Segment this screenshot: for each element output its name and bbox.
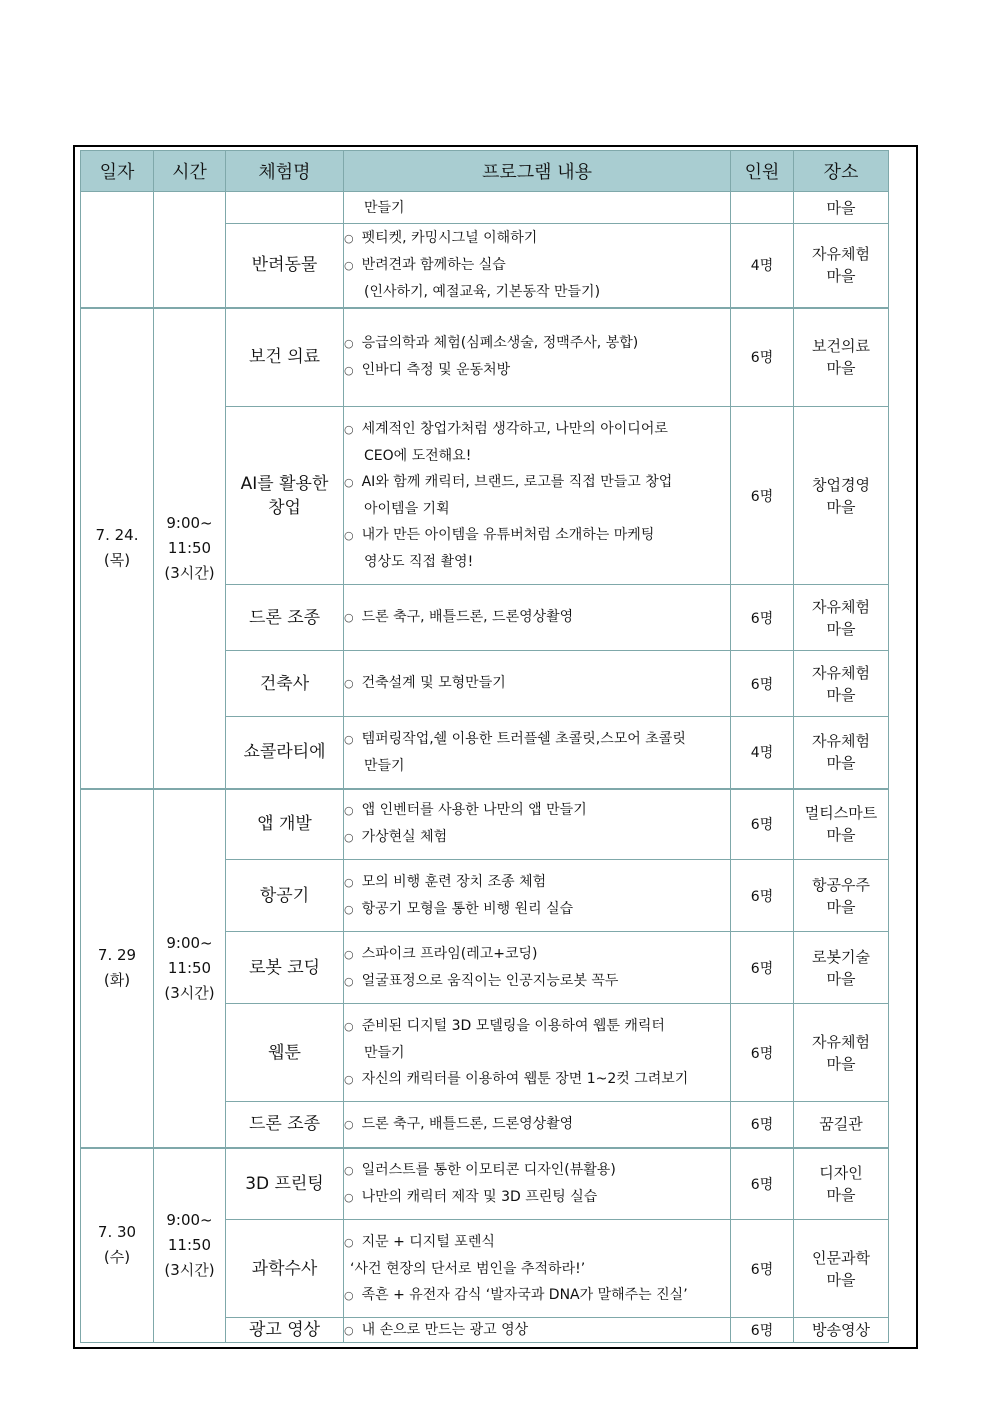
program-name: 쇼콜라티에	[226, 717, 344, 789]
bullet-icon: ○	[344, 1072, 354, 1086]
place-line: 자유체험	[812, 732, 870, 751]
count-cell: 6명	[731, 860, 794, 932]
program-name: 드론 조종	[226, 1102, 344, 1148]
name-cell-empty	[226, 192, 344, 224]
count-cell: 6명	[731, 789, 794, 860]
date-cell-empty	[81, 192, 154, 308]
content-line: 자신의 캐릭터를 이용하여 웹툰 장면 1~2컷 그려보기	[361, 1070, 689, 1087]
place-cell	[794, 717, 889, 789]
table-row	[81, 1148, 889, 1220]
bullet-icon: ○	[344, 611, 354, 624]
content-line: 스파이크 프라임(레고+코딩)	[361, 945, 538, 962]
time-cell	[154, 308, 226, 789]
content-line: AI와 함께 캐릭터, 브랜드, 로고를 직접 만들고 창업	[361, 474, 673, 490]
date-line: 7. 29	[97, 946, 137, 964]
bullet-icon: ○	[344, 1117, 354, 1131]
content-cell	[344, 1148, 731, 1220]
content-cell	[344, 932, 731, 1004]
bullet-icon: ○	[344, 902, 354, 916]
program-name: 웹툰	[226, 1004, 344, 1102]
bullet-icon: ○	[344, 1235, 354, 1249]
content-cell	[344, 789, 731, 860]
content-line: 응급의학과 체험(심폐소생술, 정맥주사, 봉합)	[361, 335, 639, 352]
time-duration: (3시간)	[164, 1260, 215, 1279]
header-count: 인원	[731, 151, 794, 192]
place-line: 마을	[826, 1270, 856, 1289]
count-cell: 6명	[731, 932, 794, 1004]
time-cell-empty	[154, 192, 226, 308]
place-line: 멀티스마트	[804, 804, 878, 823]
place-line: 로봇기술	[812, 947, 870, 966]
bullet-icon: ○	[344, 947, 354, 961]
table-row	[81, 192, 889, 224]
count-cell: 6명	[731, 651, 794, 717]
content-line: 만들기	[364, 199, 405, 216]
weekday: (화)	[103, 971, 131, 989]
content-line: 내가 만든 아이템을 유튜버처럼 소개하는 마케팅	[361, 527, 655, 543]
content-line: 템퍼링작업,쉘 이용한 트러플쉘 초콜릿,스모어 초콜릿	[361, 730, 686, 747]
header-row	[81, 151, 889, 192]
content-line: 세계적인 창업가처럼 생각하고, 나만의 아이디어로	[361, 421, 668, 437]
content-line: 모의 비행 훈련 장치 조종 체험	[361, 873, 547, 890]
weekday: (수)	[103, 1248, 131, 1267]
content-line: 드론 축구, 배틀드론, 드론영상촬영	[361, 609, 574, 625]
content-cell	[344, 407, 731, 585]
place-cell	[794, 651, 889, 717]
content-line: 드론 축구, 배틀드론, 드론영상촬영	[361, 1115, 574, 1132]
program-name: 광고 영상	[226, 1318, 344, 1343]
time-end: 11:50	[167, 958, 212, 977]
count-cell: 6명	[731, 1148, 794, 1220]
bullet-icon: ○	[344, 423, 354, 436]
bullet-icon: ○	[344, 476, 354, 489]
date-cell	[81, 789, 154, 1148]
place-cell	[794, 1004, 889, 1102]
count-cell: 6명	[731, 1220, 794, 1318]
place-line: 인문과학	[812, 1248, 870, 1267]
bullet-icon: ○	[344, 677, 354, 690]
table-row	[81, 308, 889, 407]
count-cell: 4명	[731, 224, 794, 308]
place-cell	[794, 789, 889, 860]
place-line: 마을	[826, 619, 856, 638]
content-cell	[344, 1102, 731, 1148]
place-line: 마을	[826, 754, 856, 773]
place-line: 항공우주	[812, 875, 870, 894]
place-line: 자유체험	[812, 597, 870, 616]
count-cell: 6명	[731, 407, 794, 585]
header-date: 일자	[81, 151, 154, 192]
place-line: 마을	[826, 497, 856, 516]
date-cell	[81, 308, 154, 789]
bullet-icon: ○	[344, 1019, 354, 1033]
content-line: 영상도 직접 촬영!	[364, 554, 474, 570]
place-cell	[794, 860, 889, 932]
place-line: 자유체험	[812, 1032, 870, 1051]
place-line: 마을	[826, 267, 856, 286]
content-line: 준비된 디지털 3D 모델링을 이용하여 웹툰 캐릭터	[361, 1017, 665, 1034]
place-cell	[794, 585, 889, 651]
bullet-icon: ○	[344, 974, 354, 988]
name-line: AI를 활용한	[240, 473, 329, 494]
header-time: 시간	[154, 151, 226, 192]
count-cell: 6명	[731, 1318, 794, 1343]
place-line: 마을	[826, 897, 856, 916]
place-line: 마을	[826, 359, 856, 378]
content-cell	[344, 1318, 731, 1343]
bullet-icon: ○	[344, 259, 354, 273]
date-line: 7. 30	[97, 1223, 137, 1242]
count-cell: 6명	[731, 308, 794, 407]
date-cell	[81, 1148, 154, 1343]
bullet-icon: ○	[344, 1288, 354, 1302]
place-line: 자유체험	[812, 245, 870, 264]
place-line: 자유체험	[812, 663, 870, 682]
date-line: 7. 24.	[95, 526, 139, 544]
bullet-icon: ○	[344, 529, 354, 542]
time-duration: (3시간)	[164, 983, 215, 1002]
content-line: 만들기	[364, 757, 405, 774]
place-line: 마을	[826, 969, 856, 988]
content-line: 나만의 캐릭터 제작 및 3D 프린팅 실습	[361, 1188, 598, 1205]
content-line: 지문 + 디지털 포렌식	[361, 1233, 495, 1250]
program-name: 반려동물	[226, 224, 344, 308]
count-cell: 6명	[731, 1004, 794, 1102]
bullet-icon: ○	[344, 1190, 354, 1204]
table-row	[81, 789, 889, 860]
bullet-icon: ○	[344, 875, 354, 889]
time-start: 9:00~	[166, 513, 213, 532]
time-end: 11:50	[167, 1235, 212, 1254]
program-name: 항공기	[226, 860, 344, 932]
place-line: 창업경영	[812, 475, 870, 494]
program-name: 드론 조종	[226, 585, 344, 651]
content-cell	[344, 1220, 731, 1318]
program-name: 건축사	[226, 651, 344, 717]
place-line: 마을	[826, 826, 856, 845]
bullet-icon: ○	[344, 232, 354, 246]
content-cell	[344, 192, 731, 224]
place-line: 마을	[826, 1185, 856, 1204]
content-line: 반려견과 함께하는 실습	[361, 257, 506, 274]
content-line: 건축설계 및 모형만들기	[361, 675, 506, 691]
place-line: 보건의료	[812, 337, 870, 356]
content-line: 일러스트를 통한 이모티콘 디자인(뷰활용)	[361, 1161, 616, 1178]
bullet-icon: ○	[344, 337, 354, 351]
bullet-icon: ○	[344, 804, 354, 818]
count-cell: 6명	[731, 585, 794, 651]
content-line: 만들기	[364, 1044, 405, 1061]
content-line: CEO에 도전해요!	[364, 448, 472, 464]
schedule-table	[80, 150, 889, 1343]
place-cell	[794, 1148, 889, 1220]
content-line: 앱 인벤터를 사용한 나만의 앱 만들기	[361, 802, 587, 819]
time-start: 9:00~	[166, 1210, 213, 1229]
header-content: 프로그램 내용	[344, 151, 731, 192]
time-duration: (3시간)	[164, 563, 215, 582]
program-name: 앱 개발	[226, 789, 344, 860]
place-cell	[794, 932, 889, 1004]
name-line: 창업	[268, 497, 301, 518]
bullet-icon: ○	[344, 1163, 354, 1177]
place-cell: 방송영상	[794, 1318, 889, 1343]
content-cell	[344, 860, 731, 932]
content-cell	[344, 651, 731, 717]
content-cell	[344, 585, 731, 651]
place-line: 마을	[826, 685, 856, 704]
weekday: (목)	[103, 551, 131, 569]
program-name: 로봇 코딩	[226, 932, 344, 1004]
count-cell: 4명	[731, 717, 794, 789]
header-name: 체험명	[226, 151, 344, 192]
content-line: 아이템을 기획	[364, 501, 450, 517]
time-start: 9:00~	[166, 933, 213, 952]
content-line: 내 손으로 만드는 광고 영상	[361, 1321, 529, 1338]
count-cell: 6명	[731, 1102, 794, 1148]
content-line: 펫티켓, 카밍시그널 이해하기	[361, 230, 538, 247]
content-line: ‘사건 현장의 단서로 범인을 추적하라!’	[350, 1260, 586, 1277]
content-cell	[344, 1004, 731, 1102]
content-line: 인바디 측정 및 운동처방	[361, 362, 511, 379]
bullet-icon: ○	[344, 732, 354, 746]
bullet-icon: ○	[344, 831, 354, 845]
content-cell	[344, 308, 731, 407]
time-cell	[154, 789, 226, 1148]
place-cell	[794, 1220, 889, 1318]
program-name: 3D 프린팅	[226, 1148, 344, 1220]
place-line: 마을	[826, 1054, 856, 1073]
bullet-icon: ○	[344, 1323, 354, 1337]
content-line: 가상현실 체험	[361, 829, 448, 846]
program-name: 과학수사	[226, 1220, 344, 1318]
header-place: 장소	[794, 151, 889, 192]
program-name: 보건 의료	[226, 308, 344, 407]
content-line: (인사하기, 예절교육, 기본동작 만들기)	[364, 284, 601, 301]
place-line: 디자인	[819, 1163, 863, 1182]
bullet-icon: ○	[344, 364, 354, 378]
count-cell-empty	[731, 192, 794, 224]
place-cell	[794, 407, 889, 585]
place-cell: 마을	[794, 192, 889, 224]
content-line: 항공기 모형을 통한 비행 원리 실습	[361, 900, 574, 917]
program-name	[226, 407, 344, 585]
place-cell	[794, 308, 889, 407]
time-cell	[154, 1148, 226, 1343]
content-line: 얼굴표정으로 움직이는 인공지능로봇 꼭두	[361, 972, 619, 989]
place-cell: 꿈길관	[794, 1102, 889, 1148]
content-cell	[344, 224, 731, 308]
content-cell	[344, 717, 731, 789]
place-cell	[794, 224, 889, 308]
time-end: 11:50	[167, 538, 212, 557]
content-line: 족흔 + 유전자 감식 ‘발자국과 DNA가 말해주는 진실’	[361, 1286, 688, 1303]
